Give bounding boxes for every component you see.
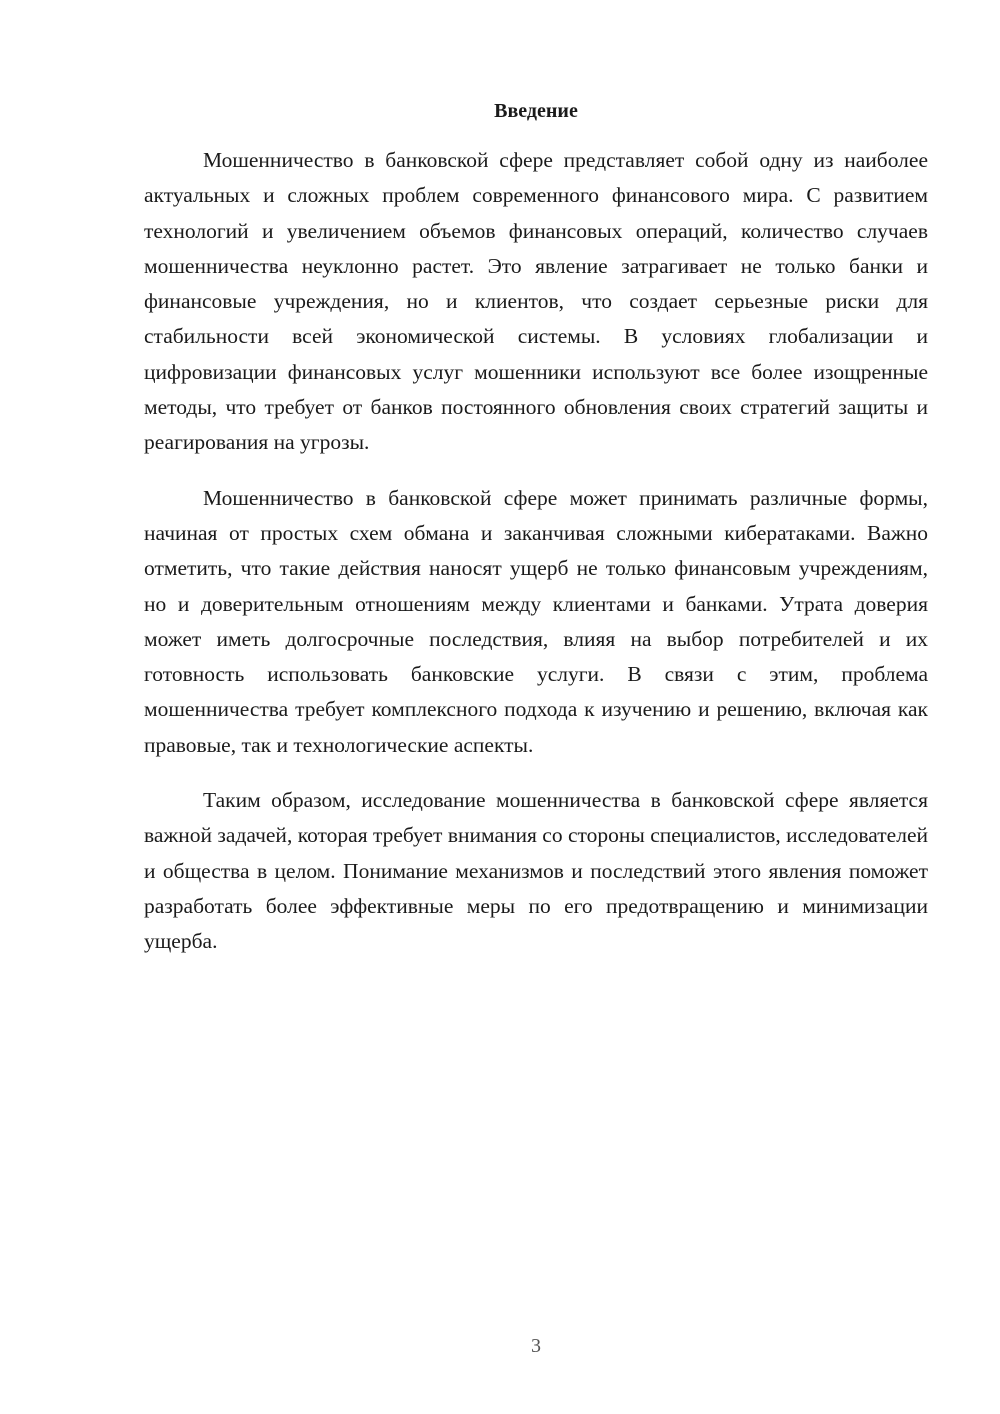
section-heading: Введение (494, 100, 578, 122)
body-text (144, 143, 928, 960)
paragraph-3: Таким образом, исследование мошенничества в банковской сфере является важной задачей, которая требует внимания со стороны специалистов, исследователей и общества в целом. Понимание механизмов и последствий этого явления поможет разработать более эффективные меры по его предотвращению и минимизации ущерба. (144, 788, 928, 954)
page-number: 3 (531, 1335, 541, 1357)
paragraph-2: Мошенничество в банковской сфере может принимать различные формы, начиная от простых схем обмана и заканчивая сложными кибератаками. Важно отметить, что такие действия наносят ущерб не только финансовым учреждениям, но и доверительным отношениям между клиентами и банками. Утрата доверия может иметь долгосрочные последствия, влияя на выбор потребителей и их готовность использовать банковские услуги. В связи с этим, проблема мошенничества требует комплексного подхода к изучению и решению, включая как правовые, так и технологические аспекты. (144, 485, 928, 757)
paragraph-1: Мошенничество в банковской сфере представляет собой одну из наиболее актуальных и сложных проблем современного финансового мира. С развитием технологий и увеличением объемов финансовых операций, количество случаев мошенничества неуклонно растет. Это явление затрагивает не только банки и финансовые учреждения, но и клиентов, что создает серьезные риски для стабильности всей экономической системы. В условиях глобализации и цифровизации финансовых услуг мошенники используют все более изощренные методы, что требует от банков постоянного обновления своих стратегий защиты и реагирования на угрозы. (144, 148, 928, 455)
